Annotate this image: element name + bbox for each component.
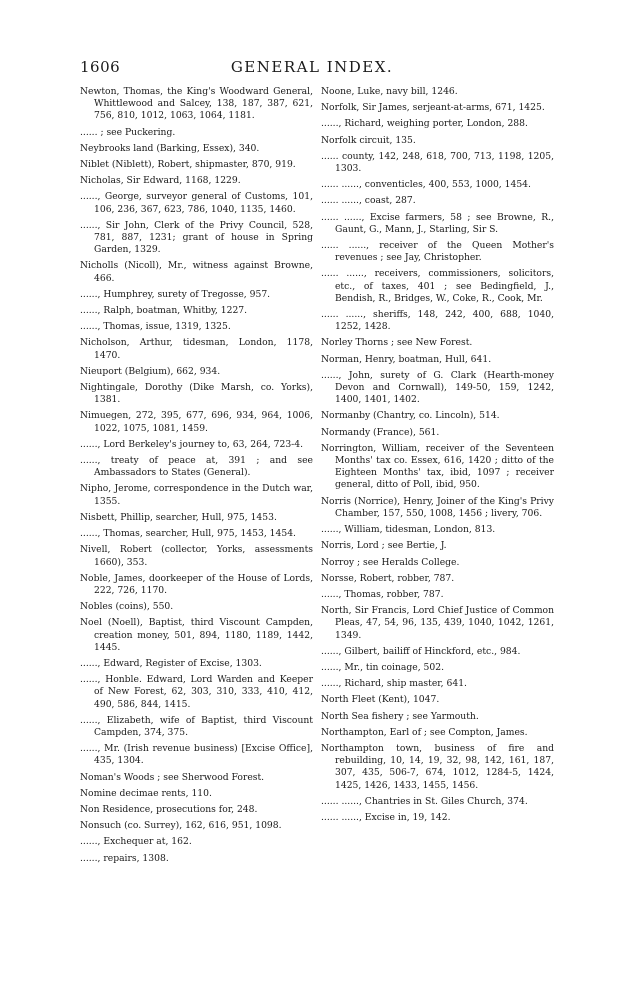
index-entry: ......, Humphrey, surety of Tregosse, 957. — [80, 288, 271, 300]
index-entry: Nicholas, Sir Edward, 1168, 1229. — [80, 175, 241, 187]
index-entry: ......, Richard, ship master, 641. — [321, 678, 467, 690]
index-entry: Niblet (Niblett), Robert, shipmaster, 870, 919. — [80, 159, 296, 171]
index-entry: ...... ......, conventicles, 400, 553, 1000, 1454. — [321, 179, 531, 191]
index-entry: ...... county, 142, 248, 618, 700, 713, 1198, 1205, 1303. — [321, 150, 554, 175]
index-entry: ......, Richard, weighing porter, London, 288. — [321, 118, 528, 130]
index-entry: ......, Thomas, issue, 1319, 1325. — [80, 321, 231, 333]
index-entry: ...... ......, coast, 287. — [321, 195, 416, 207]
index-entry: ......, Thomas, robber, 787. — [321, 588, 444, 600]
index-entry: Nivell, Robert (collector, Yorks, assessments 1660), 353. — [80, 544, 313, 568]
index-entry: ......, Edward, Register of Excise, 1303. — [80, 657, 262, 669]
index-entry: ...... ......, receiver of the Queen Mother's revenues ; see Jay, Christopher. — [321, 240, 554, 264]
index-entry: Normandy (France), 561. — [321, 426, 440, 438]
index-entry: ......, Honble. Edward, Lord Warden and Keeper of New Forest, 62, 303, 310, 333, 410, 412, 490, 586, 844, 1415. — [80, 674, 313, 710]
index-entry: Nipho, Jerome, correspondence in the Dutch war, 1355. — [80, 483, 313, 507]
index-entry: North Sea fishery ; see Yarmouth. — [321, 710, 479, 722]
index-entry: Nimuegen, 272, 395, 677, 696, 934, 964, 1006, 1022, 1075, 1081, 1459. — [80, 410, 313, 434]
index-entry: Nicholls (Nicoll), Mr., witness against Browne, 466. — [80, 260, 313, 284]
index-entry: ......, Exchequer at, 162. — [80, 836, 192, 848]
index-entry: ...... ......, sheriffs, 148, 242, 400, 688, 1040, 1252, 1428. — [321, 309, 554, 333]
left-column — [80, 86, 313, 869]
index-entry: ......, repairs, 1308. — [80, 852, 169, 864]
index-entry: Neybrooks land (Barking, Essex), 340. — [80, 142, 260, 154]
right-column — [321, 86, 554, 828]
index-entry: Newton, Thomas, the King's Woodward General, Whittlewood and Salcey, 138, 187, 387, 621, 756, 810, 1012, 1063, 1064, 1181. — [80, 86, 313, 122]
index-entry: ......, William, tidesman, London, 813. — [321, 524, 496, 536]
index-entry: ......, Ralph, boatman, Whitby, 1227. — [80, 305, 248, 317]
index-entry: ......, Lord Berkeley's journey to, 63, 264, 723-4. — [80, 438, 304, 450]
index-entry: Norley Thorns ; see New Forest. — [321, 337, 473, 349]
index-entry: ......, Sir John, Clerk of the Privy Council, 528, 781, 887, 1231; grant of house in Spring Garden, 1329. — [80, 219, 313, 256]
index-entry: Norman, Henry, boatman, Hull, 641. — [321, 353, 492, 365]
index-entry: Noble, James, doorkeeper of the House of Lords, 222, 726, 1170. — [80, 572, 313, 596]
index-entry: Noone, Luke, navy bill, 1246. — [321, 86, 458, 97]
index-entry: North Fleet (Kent), 1047. — [321, 694, 440, 706]
index-entry: Northampton town, business of fire and rebuilding, 10, 14, 19, 32, 98, 142, 161, 187, 307, 435, 506-7, 674, 1012, 1284-5, 1424, 1425, 1426, 1433, 1455, 1456. — [321, 742, 554, 791]
index-entry: Nisbett, Phillip, searcher, Hull, 975, 1453. — [80, 511, 277, 523]
index-entry: Noel (Noell), Baptist, third Viscount Campden, creation money, 501, 894, 1180, 1189, 1442, 1445. — [80, 617, 313, 653]
index-entry: ...... ......, Chantries in St. Giles Church, 374. — [321, 795, 528, 807]
index-entry: Northampton, Earl of ; see Compton, James. — [321, 726, 528, 738]
index-entry: Norfolk circuit, 135. — [321, 134, 416, 146]
index-entry: Nieuport (Belgium), 662, 934. — [80, 365, 221, 377]
index-entry: ......, Elizabeth, wife of Baptist, third Viscount Campden, 374, 375. — [80, 714, 313, 738]
index-entry: Nobles (coins), 550. — [80, 601, 174, 613]
index-entry: ......, Thomas, searcher, Hull, 975, 1453, 1454. — [80, 528, 296, 540]
index-entry: Nonsuch (co. Surrey), 162, 616, 951, 1098. — [80, 820, 282, 832]
index-entry: North, Sir Francis, Lord Chief Justice of Common Pleas, 47, 54, 96, 135, 439, 1040, 1042, 1261, 1349. — [321, 605, 554, 641]
index-entry: Norfolk, Sir James, serjeant-at-arms, 671, 1425. — [321, 102, 545, 114]
index-entry: ...... ......, receivers, commissioners, solicitors, etc., of taxes, 401 ; see Bedingfield, J., Bendish, R., Bridges, W., Coke, R., Cook, Mr. — [321, 268, 554, 304]
index-entry: Non Residence, prosecutions for, 248. — [80, 803, 258, 815]
page-title: GENERAL INDEX. — [230, 58, 394, 76]
index-entry: Norsse, Robert, robber, 787. — [321, 572, 455, 584]
index-entry: Nightingale, Dorothy (Dike Marsh, co. Yorks), 1381. — [80, 382, 313, 406]
index-entry: ......, John, surety of G. Clark (Hearth-money Devon and Cornwall), 149-50, 159, 1242, 1400, 1401, 1402. — [321, 369, 554, 406]
index-entry: ...... ......, Excise farmers, 58 ; see Browne, R., Gaunt, G., Mann, J., Starling, Sir S. — [321, 211, 554, 235]
index-entry: ...... ; see Puckering. — [80, 126, 176, 138]
index-entry: Norris, Lord ; see Bertie, J. — [321, 540, 447, 552]
index-entry: ......, treaty of peace at, 391 ; and see Ambassadors to States (General). — [80, 455, 313, 479]
index-entry: ......, George, surveyor general of Customs, 101, 106, 236, 367, 623, 786, 1040, 1135, 1460. — [80, 191, 313, 215]
index-entry: Normanby (Chantry, co. Lincoln), 514. — [321, 410, 500, 422]
index-entry: Norrington, William, receiver of the Seventeen Months' tax co. Essex, 616, 1420 ; ditto of the Eighteen Months' tax, ibid, 1097 ; receiver general, ditto of Poll, ibid, 950. — [321, 442, 554, 491]
index-entry: ...... ......, Excise in, 19, 142. — [321, 811, 451, 823]
index-entry: Nicholson, Arthur, tidesman, London, 1178, 1470. — [80, 337, 313, 361]
index-entry: ......, Mr., tin coinage, 502. — [321, 661, 445, 673]
index-entry: ......, Gilbert, bailiff of Hinckford, etc., 984. — [321, 645, 521, 657]
index-entry: Nomine decimae rents, 110. — [80, 787, 212, 799]
index-entry: Noman's Woods ; see Sherwood Forest. — [80, 771, 265, 783]
index-entry: Norris (Norrice), Henry, Joiner of the King's Privy Chamber, 157, 550, 1008, 1456 ; livery, 706. — [321, 495, 554, 519]
index-entry: Norroy ; see Heralds College. — [321, 556, 460, 568]
page-number: 1606 — [80, 58, 121, 76]
index-entry: ......, Mr. (Irish revenue business) [Excise Office], 435, 1304. — [80, 743, 313, 767]
